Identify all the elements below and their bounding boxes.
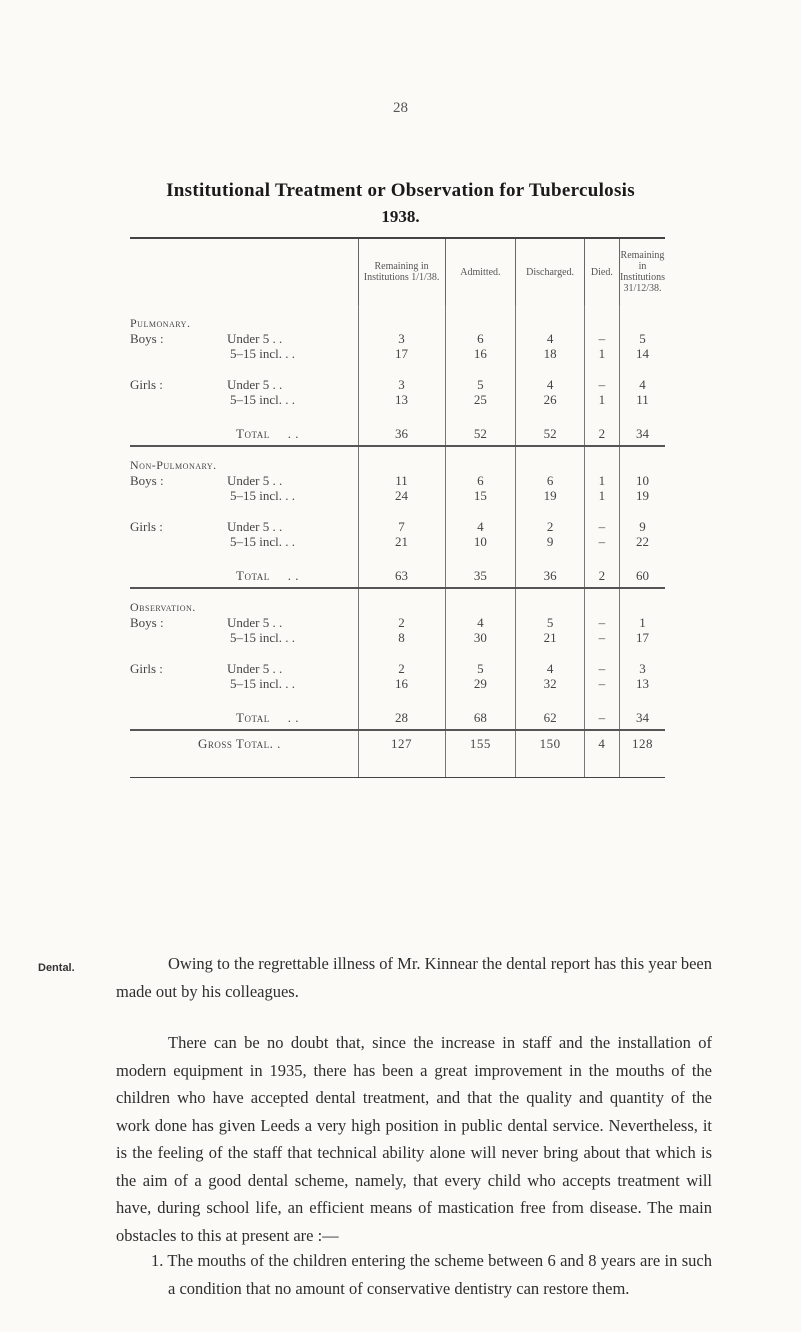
total-cell: 63 (358, 565, 445, 588)
cell: 19 (619, 488, 665, 503)
cell: 11 (619, 392, 665, 407)
total-row (130, 565, 665, 588)
cell: 1 (584, 392, 619, 407)
total-label: Total (236, 710, 270, 725)
cell: 8 (358, 630, 445, 645)
cell: 21 (358, 534, 445, 549)
cell: – (584, 630, 619, 645)
cell: 17 (358, 346, 445, 361)
cell: 25 (445, 392, 516, 407)
leader-dots: . . (287, 426, 299, 441)
cell: 6 (445, 331, 516, 346)
cell: 22 (619, 534, 665, 549)
total-row (130, 423, 665, 446)
cell: 3 (358, 377, 445, 392)
col-admitted: Admitted. (445, 239, 516, 305)
cell: – (584, 615, 619, 630)
row-group: Boys : (130, 615, 164, 630)
cell: 4 (445, 615, 516, 630)
total-cell: 2 (584, 423, 619, 446)
total-cell: 34 (619, 423, 665, 446)
table-row (130, 534, 665, 549)
total-label: Total (236, 426, 270, 441)
table-title: Institutional Treatment or Observation for Tuberculosis (166, 180, 635, 201)
row-label: 5–15 incl. . . (230, 676, 295, 691)
cell: 6 (445, 473, 516, 488)
cell: 16 (445, 346, 516, 361)
leader-dots: . . (287, 710, 299, 725)
header-row (130, 239, 665, 305)
leader-dots: . . (269, 736, 281, 751)
table-row (130, 392, 665, 407)
section-title: Non-Pulmonary. (130, 458, 217, 472)
total-cell: 35 (445, 565, 516, 588)
gross-cell: 150 (516, 730, 585, 757)
paragraph-2: There can be no doubt that, since the increase in staff and the installation of modern equipment in 1935, there has been a great improvement in the mouths of the children who have accepted dental treatment, and that the quality and quantity of the work done has given Leeds a very high position in public dental service. Nevertheless, it is the feeling of the staff that technical ability alone will never bring about that which is the aim of a good dental scheme, namely, that every child who accepts treatment will have, during school life, an efficient means of mastication free from disease. The main obstacles to this at present are :— (116, 1033, 712, 1245)
row-label: Under 5 . . (227, 615, 283, 630)
cell: 5 (516, 615, 585, 630)
table-row (130, 488, 665, 503)
cell: 10 (445, 534, 516, 549)
cell: 5 (619, 331, 665, 346)
stats-table (130, 239, 665, 777)
table-row (130, 519, 665, 534)
cell: 30 (445, 630, 516, 645)
cell: 6 (516, 473, 585, 488)
row-label: 5–15 incl. . . (230, 392, 295, 407)
cell: 18 (516, 346, 585, 361)
cell: 7 (358, 519, 445, 534)
cell: 16 (358, 676, 445, 691)
cell: – (584, 661, 619, 676)
row-group: Girls : (130, 377, 163, 392)
table-row (130, 346, 665, 361)
cell: 1 (584, 488, 619, 503)
paragraph-3: 1. The mouths of the children entering the scheme between 6 and 8 years are in such a condition that no amount of conservative dentistry can restore them. (151, 1251, 712, 1298)
cell: 21 (516, 630, 585, 645)
cell: 1 (584, 473, 619, 488)
table-row (130, 331, 665, 346)
row-group: Girls : (130, 519, 163, 534)
cell: 2 (358, 615, 445, 630)
row-label: 5–15 incl. . . (230, 534, 295, 549)
gross-cell: 155 (445, 730, 516, 757)
row-label: 5–15 incl. . . (230, 630, 295, 645)
cell: 5 (445, 661, 516, 676)
cell: 13 (358, 392, 445, 407)
total-cell: – (584, 707, 619, 730)
cell: 17 (619, 630, 665, 645)
col-discharged: Discharged. (516, 239, 585, 305)
cell: 14 (619, 346, 665, 361)
cell: – (584, 377, 619, 392)
cell: 10 (619, 473, 665, 488)
cell: 2 (358, 661, 445, 676)
table-row (130, 661, 665, 676)
cell: 13 (619, 676, 665, 691)
row-group: Boys : (130, 331, 164, 346)
cell: 4 (516, 377, 585, 392)
tuberculosis-table (130, 237, 665, 778)
cell: – (584, 331, 619, 346)
total-cell: 52 (516, 423, 585, 446)
total-cell: 2 (584, 565, 619, 588)
row-label: Under 5 . . (227, 519, 283, 534)
cell: 4 (516, 331, 585, 346)
row-label: 5–15 incl. . . (230, 346, 295, 361)
cell: 24 (358, 488, 445, 503)
table-row (130, 473, 665, 488)
table-row (130, 377, 665, 392)
margin-note-dental: Dental. (38, 962, 75, 974)
gross-total-label: Gross Total (198, 736, 270, 751)
cell: 32 (516, 676, 585, 691)
total-cell: 62 (516, 707, 585, 730)
cell: 9 (516, 534, 585, 549)
gross-cell: 127 (358, 730, 445, 757)
row-group: Boys : (130, 473, 164, 488)
total-cell: 36 (358, 423, 445, 446)
cell: 15 (445, 488, 516, 503)
table-year: 1938. (381, 207, 420, 226)
cell: 29 (445, 676, 516, 691)
cell: 9 (619, 519, 665, 534)
leader-dots: . . (287, 568, 299, 583)
page-number: 28 (393, 100, 408, 116)
cell: 26 (516, 392, 585, 407)
gross-cell: 128 (619, 730, 665, 757)
section-title: Observation. (130, 600, 196, 614)
cell: 19 (516, 488, 585, 503)
section-title: Pulmonary. (130, 316, 191, 330)
row-label: Under 5 . . (227, 377, 283, 392)
col-remaining-start: Remaining in Institutions 1/1/38. (358, 239, 445, 305)
cell: 2 (516, 519, 585, 534)
cell: – (584, 676, 619, 691)
row-label: Under 5 . . (227, 473, 283, 488)
cell: 4 (516, 661, 585, 676)
row-label: Under 5 . . (227, 331, 283, 346)
total-cell: 52 (445, 423, 516, 446)
cell: 4 (619, 377, 665, 392)
paragraph-1: Owing to the regrettable illness of Mr. Kinnear the dental report has this year been made out by his colleagues. (116, 954, 712, 1001)
cell: 11 (358, 473, 445, 488)
cell: 3 (619, 661, 665, 676)
row-label: Under 5 . . (227, 661, 283, 676)
total-cell: 60 (619, 565, 665, 588)
cell: 4 (445, 519, 516, 534)
cell: 3 (358, 331, 445, 346)
cell: – (584, 519, 619, 534)
gross-total-row (130, 730, 665, 757)
cell: 1 (619, 615, 665, 630)
table-row (130, 630, 665, 645)
total-cell: 36 (516, 565, 585, 588)
table-row (130, 676, 665, 691)
total-cell: 28 (358, 707, 445, 730)
col-remaining-end: Remaining in Institutions 31/12/38. (619, 239, 665, 305)
gross-cell: 4 (584, 730, 619, 757)
total-cell: 68 (445, 707, 516, 730)
cell: 5 (445, 377, 516, 392)
cell: 1 (584, 346, 619, 361)
header-blank (130, 239, 358, 305)
total-row (130, 707, 665, 730)
row-label: 5–15 incl. . . (230, 488, 295, 503)
col-died: Died. (584, 239, 619, 305)
row-group: Girls : (130, 661, 163, 676)
total-label: Total (236, 568, 270, 583)
table-row (130, 615, 665, 630)
cell: – (584, 534, 619, 549)
total-cell: 34 (619, 707, 665, 730)
